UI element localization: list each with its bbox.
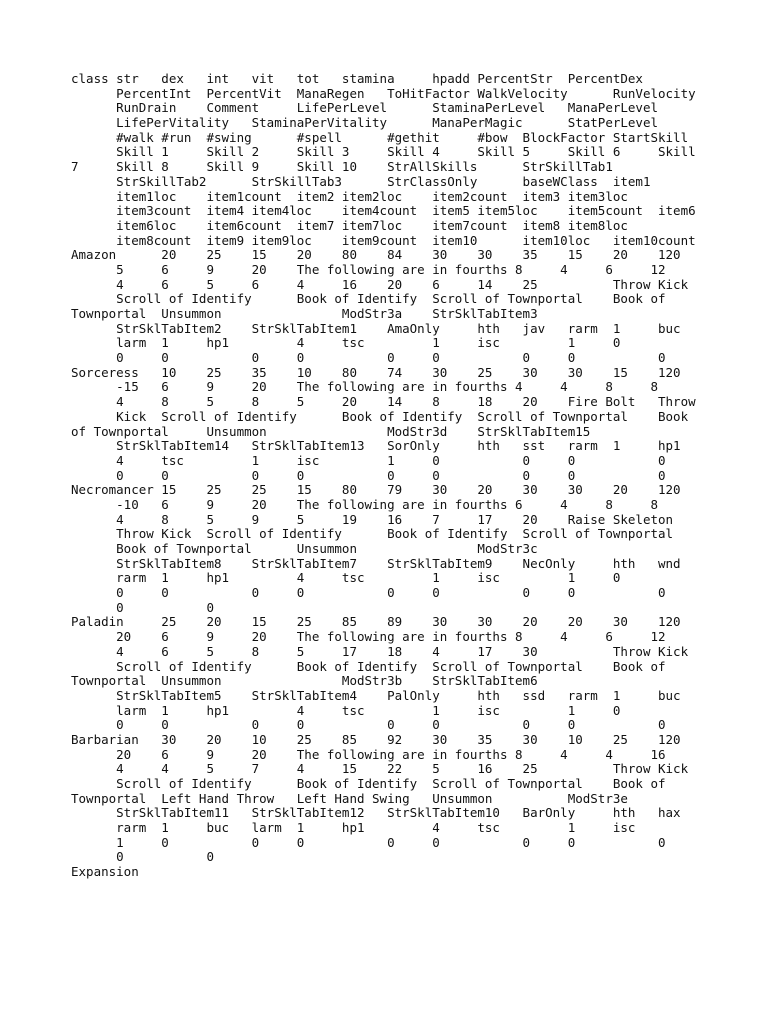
text-line: #walk #run #swing #spell #gethit #bow BlockFactor StartSkill bbox=[71, 129, 689, 145]
text-line: 5 6 9 20 The following are in fourths 8 4 6 12 bbox=[71, 261, 666, 277]
necromancer-row: Necromancer 15 25 25 15 80 79 30 20 30 30 20 120 bbox=[71, 482, 681, 498]
text-line: StrSklTabItem2 StrSklTabItem1 AmaOnly hth jav rarm 1 buc bbox=[71, 320, 681, 336]
text-line: 20 6 9 20 The following are in fourths 8 4 6 12 bbox=[71, 629, 666, 645]
text-line: Townportal Left Hand Throw Left Hand Swing Unsummon ModStr3e bbox=[71, 790, 628, 806]
text-line: Townportal Unsummon ModStr3a StrSklTabItem3 bbox=[71, 306, 538, 321]
text-line: -10 6 9 20 The following are in fourths 6 4 8 8 bbox=[71, 496, 658, 512]
text-line: class str dex int vit tot stamina hpadd PercentStr PercentDex bbox=[71, 71, 643, 86]
barbarian-row: Barbarian 30 20 10 25 85 92 30 35 30 10 25 120 bbox=[71, 731, 681, 747]
text-line: 1 0 0 0 0 0 0 0 0 bbox=[71, 834, 666, 850]
text-line: 4 8 5 8 5 20 14 8 18 20 Fire Bolt Throw bbox=[71, 394, 696, 410]
text-line: 4 8 5 9 5 19 16 7 17 20 Raise Skeleton bbox=[71, 511, 674, 527]
text-line: StrSklTabItem5 StrSklTabItem4 PalOnly hth ssd rarm 1 buc bbox=[71, 687, 681, 703]
text-line: 0 0 bbox=[71, 599, 214, 615]
text-line: StrSklTabItem11 StrSklTabItem12 StrSklTabItem10 BarOnly hth hax bbox=[71, 805, 681, 821]
text-line: Scroll of Identify Book of Identify Scroll of Townportal Book of bbox=[71, 658, 666, 674]
text-line: 0 0 0 0 0 0 0 0 0 bbox=[71, 717, 666, 733]
text-line: 4 6 5 6 4 16 20 6 14 25 Throw Kick bbox=[71, 276, 689, 292]
text-line: StrSkillTab2 StrSkillTab3 StrClassOnly baseWClass item1 bbox=[71, 173, 651, 189]
text-line: StrSklTabItem8 StrSklTabItem7 StrSklTabItem9 NecOnly hth wnd bbox=[71, 555, 681, 571]
text-line: -15 6 9 20 The following are in fourths 4 4 8 8 bbox=[71, 379, 658, 395]
text-line: 20 6 9 20 The following are in fourths 8 4 4 16 bbox=[71, 746, 666, 762]
amazon-row: Amazon 20 25 15 20 80 84 30 30 35 15 20 120 bbox=[71, 247, 681, 263]
text-line: Book of Townportal Unsummon ModStr3c bbox=[71, 541, 538, 556]
text-line: 7 Skill 8 Skill 9 Skill 10 StrAllSkills StrSkillTab1 bbox=[71, 159, 613, 175]
text-line: Scroll of Identify Book of Identify Scroll of Townportal Book of bbox=[71, 291, 666, 307]
text-line: larm 1 hp1 4 tsc 1 isc 1 0 bbox=[71, 702, 621, 718]
text-line: RunDrain Comment LifePerLevel StaminaPerLevel ManaPerLevel bbox=[71, 100, 658, 116]
text-line: Townportal Unsummon ModStr3b StrSklTabItem6 bbox=[71, 673, 538, 689]
text-line: LifePerVitality StaminaPerVitality ManaPerMagic StatPerLevel bbox=[71, 115, 658, 131]
expansion-label: Expansion bbox=[71, 864, 139, 880]
text-line: item3count item4 item4loc item4count item5 item5loc item5count item6 bbox=[71, 203, 696, 219]
text-line: item8count item9 item9loc item9count item10 item10loc item10count bbox=[71, 232, 696, 248]
document-page bbox=[71, 72, 761, 880]
text-line: 0 0 0 0 0 0 0 0 0 bbox=[71, 585, 666, 601]
text-line: Throw Kick Scroll of Identify Book of Identify Scroll of Townportal bbox=[71, 526, 674, 542]
text-line: 4 6 5 8 5 17 18 4 17 30 Throw Kick bbox=[71, 643, 689, 659]
text-line: 0 0 bbox=[71, 849, 214, 865]
text-line: larm 1 hp1 4 tsc 1 isc 1 0 bbox=[71, 335, 621, 351]
text-line: Scroll of Identify Book of Identify Scroll of Townportal Book of bbox=[71, 776, 666, 791]
text-line: PercentInt PercentVit ManaRegen ToHitFactor WalkVelocity RunVelocity bbox=[71, 85, 696, 101]
sorceress-row: Sorceress 10 25 35 10 80 74 30 25 30 30 15 120 bbox=[71, 364, 681, 380]
text-line: 0 0 0 0 0 0 0 0 0 bbox=[71, 467, 666, 483]
text-line: rarm 1 hp1 4 tsc 1 isc 1 0 bbox=[71, 570, 621, 586]
paladin-row: Paladin 25 20 15 25 85 89 30 30 20 20 30 120 bbox=[71, 614, 681, 630]
text-line: rarm 1 buc larm 1 hp1 4 tsc 1 isc bbox=[71, 820, 636, 836]
text-line: 4 4 5 7 4 15 22 5 16 25 Throw Kick bbox=[71, 761, 689, 777]
text-line: item6loc item6count item7 item7loc item7count item8 item8loc bbox=[71, 217, 628, 233]
text-line: Kick Scroll of Identify Book of Identify Scroll of Townportal Book bbox=[71, 408, 689, 424]
text-line: item1loc item1count item2 item2loc item2count item3 item3loc bbox=[71, 188, 628, 204]
text-line: StrSklTabItem14 StrSklTabItem13 SorOnly hth sst rarm 1 hp1 bbox=[71, 438, 681, 454]
text-line: Skill 1 Skill 2 Skill 3 Skill 4 Skill 5 Skill 6 Skill bbox=[71, 144, 696, 160]
text-line: 4 tsc 1 isc 1 0 0 0 0 bbox=[71, 452, 666, 468]
text-line: 0 0 0 0 0 0 0 0 0 bbox=[71, 350, 666, 366]
text-line: of Townportal Unsummon ModStr3d StrSklTabItem15 bbox=[71, 423, 591, 439]
